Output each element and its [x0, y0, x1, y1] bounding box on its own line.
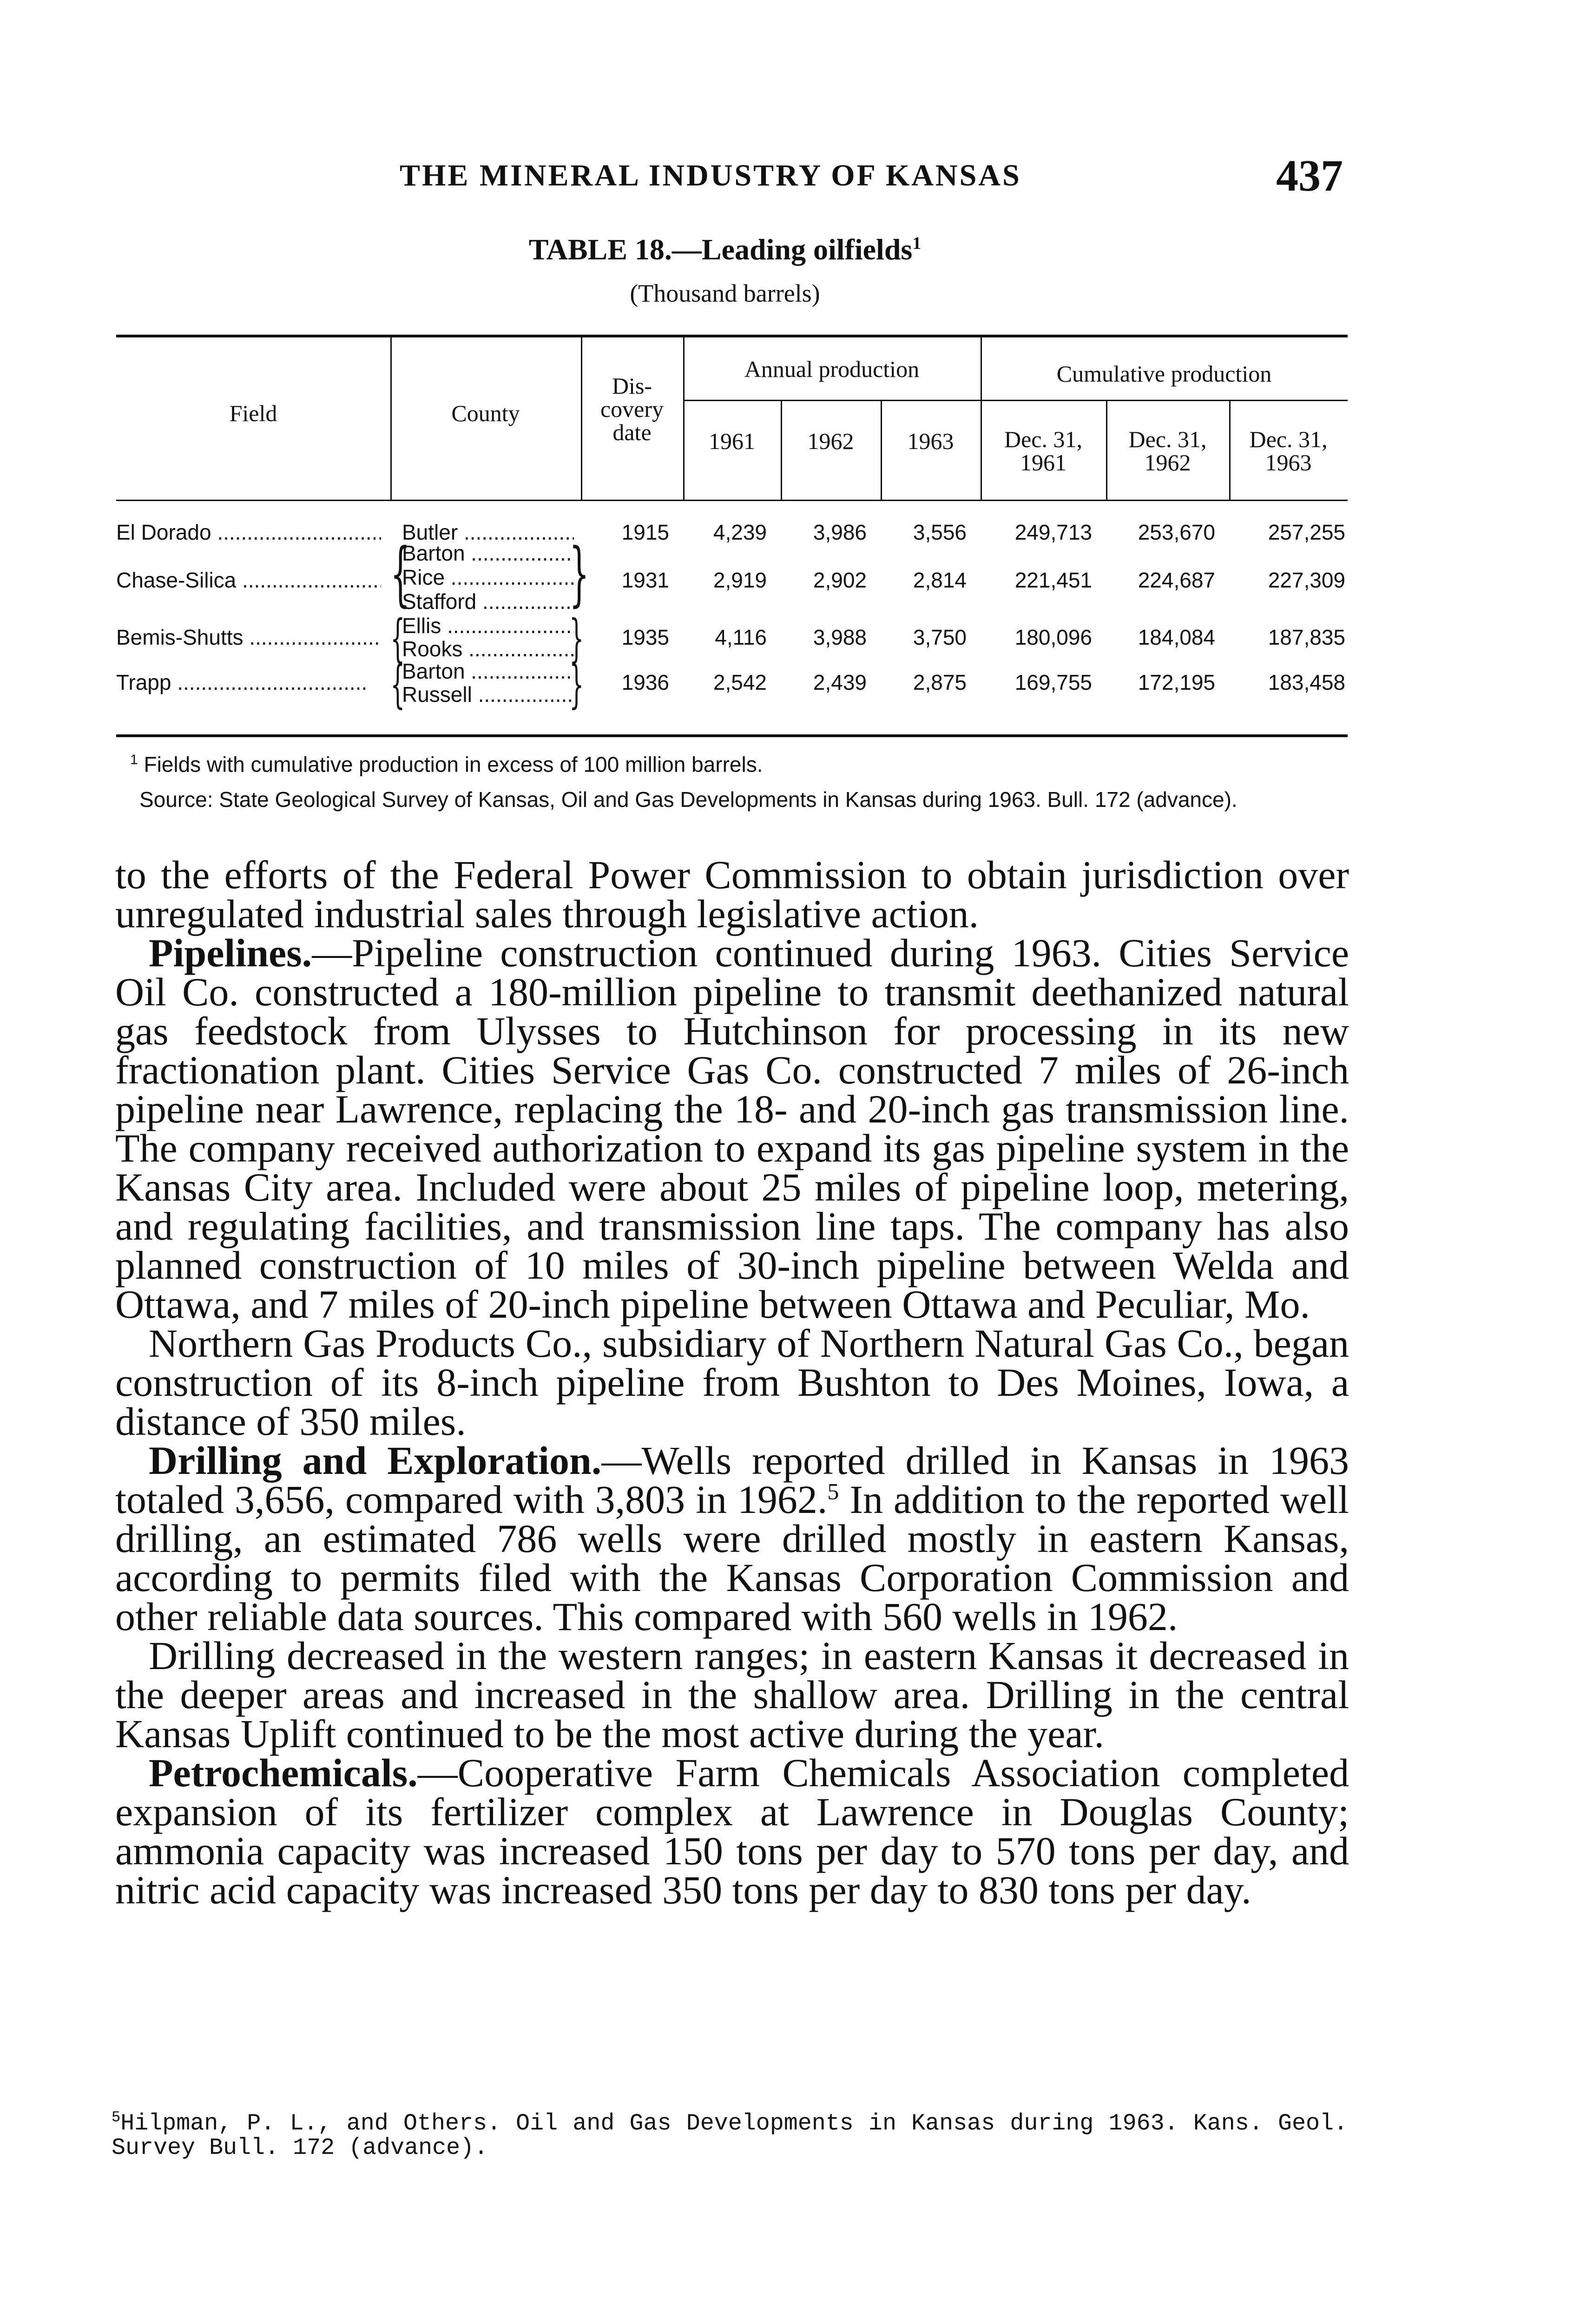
row-annual-1963: 3,556	[913, 520, 967, 544]
row-county: Rooks .....	[402, 636, 574, 662]
brace-right: }	[569, 608, 584, 668]
row-county: Barton .....	[402, 658, 574, 684]
row-annual-1962: 2,439	[813, 670, 867, 694]
table-source-note: Source: State Geological Survey of Kansas, Oil and Gas Developments in Kansas during 1963. Bull. 172 (advance).	[139, 787, 1238, 812]
running-title: THE MINERAL INDUSTRY OF KANSAS	[400, 158, 1021, 192]
row-county: Barton .....	[402, 540, 574, 566]
brace-right: }	[569, 654, 584, 714]
page-footnote-marker: 5	[112, 2109, 121, 2126]
row-cum-1963: 227,309	[1268, 568, 1345, 592]
header-discovery-date: Dis- covery date	[600, 373, 664, 445]
section-heading: Petrochemicals.	[149, 1750, 418, 1795]
row-county: Russell .....	[402, 681, 574, 707]
body-text	[115, 852, 1350, 1912]
table-unit: (Thousand barrels)	[630, 279, 820, 307]
brace-left: {	[390, 534, 410, 614]
table-bottom-rule	[116, 734, 1348, 737]
footnote-ref: 5	[827, 1478, 839, 1505]
table-footnote-marker: 1	[130, 752, 138, 767]
section-heading: Pipelines.	[149, 931, 312, 975]
table-top-rule	[116, 335, 1348, 337]
row-county: Ellis .....	[402, 613, 574, 639]
row-discovery: 1936	[621, 670, 669, 694]
row-discovery: 1935	[621, 625, 669, 649]
header-annual-production: Annual production	[744, 356, 920, 382]
paragraph-drilling: Drilling and Exploration.—Wells reported drilled in Kansas in 1963 totaled 3,656, compared with 3,803 in 1962.$^5$ In addition to the reported well drilling, an estimated 786 wells were drilled mostly in eastern Kansas, according to permits filed with the Kansas Corporation Commission and other reliable data sources. This compared with 560 wells in 1962.	[115, 1438, 1350, 1639]
row-discovery: 1931	[621, 568, 669, 592]
row-annual-1962: 3,986	[813, 520, 867, 544]
row-cum-1962: 224,687	[1138, 568, 1215, 592]
brace-right: }	[569, 534, 589, 614]
brace-left: {	[390, 608, 405, 668]
paragraph-petrochemicals: Petrochemicals.—Cooperative Farm Chemicals Association completed expansion of its fertilizer complex at Lawrence in Douglas County; ammonia capacity was increased 150 tons per day to 570 tons per day, and nitric acid capacity was increased 350 tons per day to 830 tons per day.	[115, 1750, 1349, 1912]
row-annual-1963: 2,814	[913, 568, 967, 592]
row-cum-1961: 249,713	[1014, 520, 1092, 544]
table-vrule	[981, 335, 982, 500]
header-cum-1961: Dec. 31, 1961	[1004, 426, 1082, 475]
table-subheader-rule	[683, 400, 1348, 401]
paragraph: Northern Gas Products Co., subsidiary of Northern Natural Gas Co., began construction of its 8-inch pipeline from Bushton to Des Moines, Iowa, a distance of 350 miles.	[115, 1321, 1349, 1444]
header-cumulative-production: Cumulative production	[1056, 361, 1272, 387]
row-cum-1962: 253,670	[1138, 520, 1215, 544]
table-footnote: $^1$ Fields with cumulative production in excess of 100 million barrels.	[130, 752, 763, 777]
table-title: TABLE 18.—Leading oilfields$^1$	[528, 233, 922, 266]
row-county: Stafford .....	[402, 588, 574, 614]
row-annual-1963: 2,875	[913, 670, 967, 694]
row-annual-1962: 2,902	[813, 568, 867, 592]
page-number: 437	[1276, 151, 1343, 200]
paragraph-pipelines: Pipelines.—Pipeline construction continued during 1963. Cities Service Oil Co. constructed a 180-million pipeline to transmit deethanized natural gas feedstock from Ulysses to Hutchinson for processing in its new fractionation plant. Cities Service Gas Co. constructed 7 miles of 26-inch pipeline near Lawrence, replacing the 18- and 20-inch gas transmission line. The company received authorization to expand its gas pipeline system in the Kansas City area. Included were about 25 miles of pipeline loop, metering, and regulating facilities, and transmission line taps. The company has also planned construction of 10 miles of 30-inch pipeline between Welda and Ottawa, and 7 miles of 20-inch pipeline between Ottawa and Peculiar, Mo.	[115, 931, 1349, 1327]
row-annual-1962: 3,988	[813, 625, 867, 649]
table-title-footnote-marker: 1	[912, 233, 922, 253]
header-field: Field	[229, 400, 277, 426]
row-field: Bemis-Shutts .....	[116, 624, 381, 650]
row-county: Rice .....	[402, 564, 574, 590]
header-county: County	[451, 400, 520, 426]
row-cum-1961: 221,451	[1014, 568, 1092, 592]
header-cum-1963: Dec. 31, 1963	[1249, 426, 1328, 475]
header-year-1961: 1961	[709, 428, 755, 454]
row-cum-1962: 184,084	[1138, 625, 1215, 649]
row-county: Butler .....	[402, 519, 574, 545]
header-year-1963: 1963	[907, 428, 954, 454]
row-field: Trapp .....	[116, 669, 381, 695]
row-annual-1961: 2,542	[713, 670, 767, 694]
row-annual-1961: 2,919	[713, 568, 767, 592]
header-cum-1962: Dec. 31, 1962	[1128, 426, 1207, 475]
table-header-rule	[116, 500, 1348, 501]
row-field: El Dorado .....	[116, 519, 381, 545]
row-cum-1963: 187,835	[1268, 625, 1345, 649]
oilfields-table	[116, 335, 1348, 734]
row-annual-1963: 3,750	[913, 625, 967, 649]
brace-left: {	[390, 654, 405, 714]
row-discovery: 1915	[621, 520, 669, 544]
row-annual-1961: 4,239	[713, 520, 767, 544]
paragraph: to the efforts of the Federal Power Commission to obtain jurisdiction over unregulated industrial sales through legislative action.	[115, 852, 1349, 936]
section-heading: Drilling and Exploration.	[149, 1438, 602, 1483]
row-field: Chase-Silica .....	[116, 567, 381, 593]
row-cum-1962: 172,195	[1138, 670, 1215, 694]
header-year-1962: 1962	[807, 428, 854, 454]
row-annual-1961: 4,116	[715, 625, 767, 649]
row-cum-1961: 169,755	[1014, 670, 1092, 694]
paragraph: Drilling decreased in the western ranges; in eastern Kansas it decreased in the deeper areas and increased in the shallow area. Drilling in the central Kansas Uplift continued to be the most active during the year.	[115, 1633, 1349, 1756]
row-cum-1963: 183,458	[1268, 670, 1345, 694]
row-cum-1961: 180,096	[1014, 625, 1092, 649]
row-cum-1963: 257,255	[1268, 520, 1345, 544]
page-footnote: $^5$Hilpman, P. L., and Others. Oil and Gas Developments in Kansas during 1963. Kans. Geol. Survey Bull. 172 (advance).	[112, 2109, 1348, 2161]
